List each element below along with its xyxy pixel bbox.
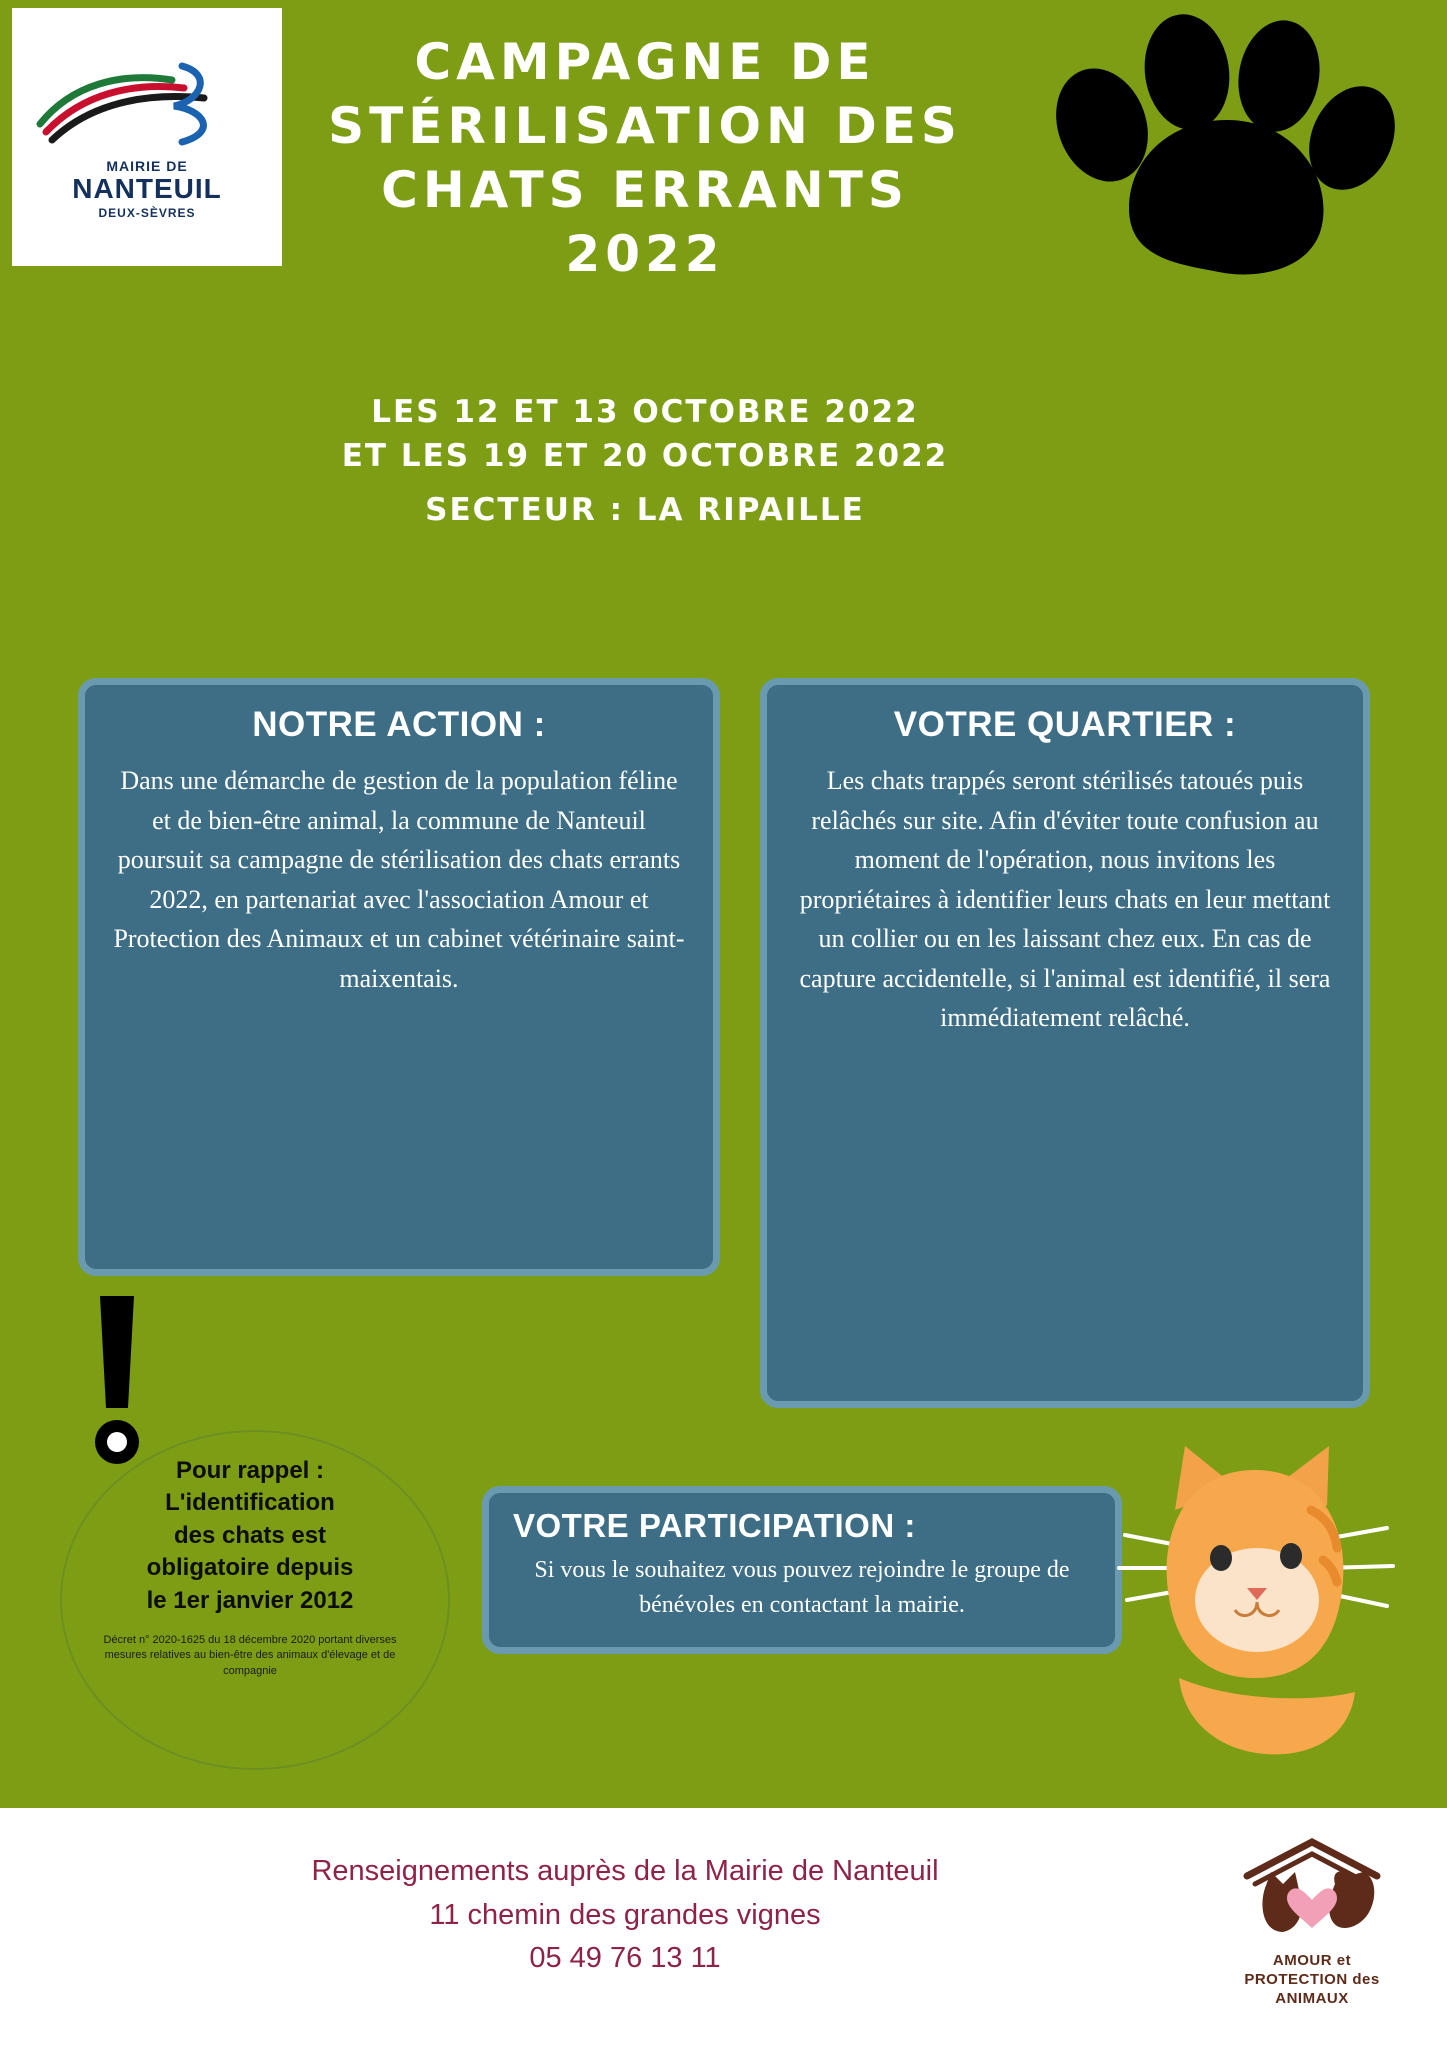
footer-line-3: 05 49 76 13 11	[529, 1942, 721, 1974]
dates-line-2: ET LES 19 ET 20 OCTOBRE 2022	[341, 438, 949, 475]
mairie-logo	[12, 8, 282, 266]
card-votre-quartier-body: Les chats trappés seront stérilisés tatoués puis relâchés sur site. Afin d'éviter toute confusion au moment de l'opération, nous invitons les propriétaires à identifier leurs chats en leur mettant un collier ou en les laissant chez eux. En cas de capture accidentelle, si l'animal est identifié, il sera immédiatement relâché.	[799, 766, 1331, 1033]
reminder-legal-note: Décret n° 2020-1625 du 18 décembre 2020 portant diverses mesures relatives au bien-être des animaux d'élevage et de compagnie	[103, 1633, 397, 1677]
card-notre-action-title: NOTRE ACTION :	[252, 705, 546, 744]
reminder-line-3: des chats est	[173, 1521, 327, 1549]
logo-swoosh-icon	[32, 54, 262, 154]
dates-line-1: LES 12 ET 13 OCTOBRE 2022	[371, 394, 919, 430]
reminder-line-2: L'identification	[165, 1489, 335, 1517]
apa-association-logo	[1207, 1832, 1417, 2008]
page-title	[300, 30, 990, 287]
apa-association-name: AMOUR et PROTECTION des ANIMAUX	[1244, 1952, 1380, 2007]
paw-print-icon	[1047, 10, 1397, 300]
logo-line-3: DEUX-SÈVRES	[98, 205, 196, 220]
card-votre-participation-body: Si vous le souhaitez vous pouvez rejoindre le groupe de bénévoles en contactant la mairie.	[534, 1557, 1070, 1618]
card-votre-participation-title: VOTRE PARTICIPATION :	[513, 1507, 916, 1544]
card-notre-action	[78, 678, 720, 1276]
title-year: 2022	[565, 225, 725, 283]
reminder-line-5: le 1er janvier 2012	[146, 1586, 354, 1614]
title-line-3: CHATS ERRANTS	[381, 161, 909, 219]
dates-block	[300, 390, 990, 528]
cat-illustration	[1115, 1440, 1395, 1760]
title-line-2: STÉRILISATION DES	[328, 97, 962, 155]
logo-line-1: MAIRIE DE	[106, 158, 188, 175]
card-votre-quartier	[760, 678, 1370, 1408]
sector-line: SECTEUR : LA RIPAILLE	[425, 492, 865, 529]
reminder-block	[100, 1455, 400, 1679]
footer-line-1: Renseignements auprès de la Mairie de Nanteuil	[311, 1855, 939, 1887]
exclamation-icon	[82, 1290, 152, 1470]
apa-logo-icon	[1207, 1832, 1417, 1947]
card-notre-action-body: Dans une démarche de gestion de la population féline et de bien-être animal, la commune de Nanteuil poursuit sa campagne de stérilisation des chats errants 2022, en partenariat avec l'association Amour et Protection des Animaux et un cabinet vétérinaire saint-maixentais.	[113, 766, 685, 993]
reminder-line-1: Pour rappel :	[175, 1457, 325, 1484]
reminder-line-4: obligatoire depuis	[146, 1554, 354, 1582]
title-line-1: CAMPAGNE DE	[414, 33, 876, 91]
logo-line-2: NANTEUIL	[72, 173, 222, 205]
footer-line-2: 11 chemin des grandes vignes	[429, 1898, 821, 1931]
footer	[0, 1808, 1447, 2048]
card-votre-quartier-title: VOTRE QUARTIER :	[893, 705, 1237, 744]
card-votre-participation	[482, 1486, 1122, 1654]
footer-contact	[0, 1850, 1250, 1981]
